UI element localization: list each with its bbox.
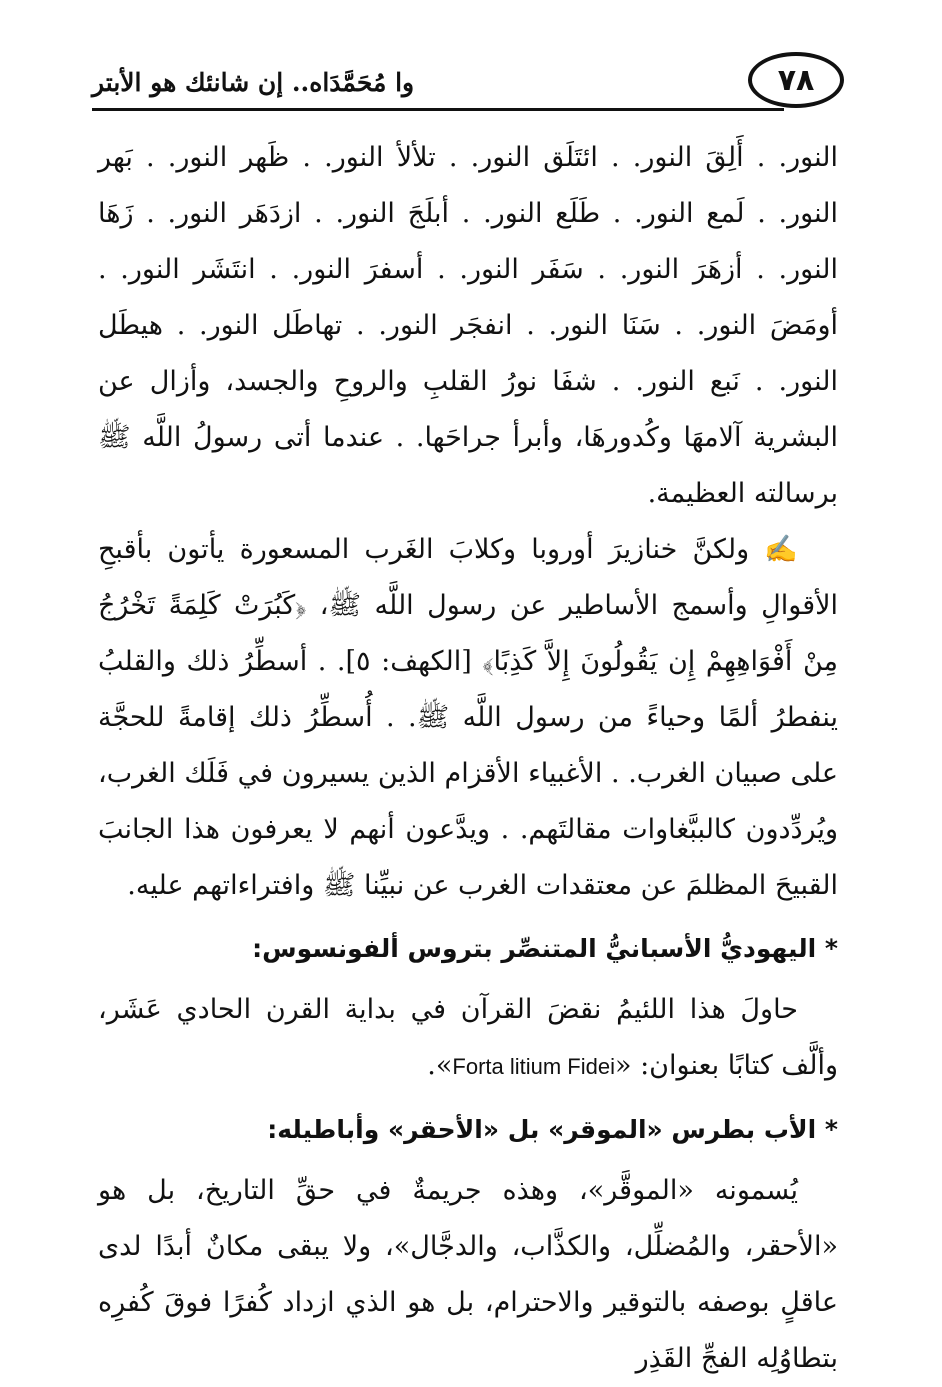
page-header: [92, 52, 844, 114]
running-title: وا مُحَمَّدَاه.. إن شانئك هو الأبتر: [92, 68, 415, 97]
paragraph-petrus-alfonsi-end: ».: [427, 1050, 453, 1081]
paragraph-petrus-alfonsi-text: حاولَ هذا اللئيمُ نقضَ القرآن في بداية القرن الحادي عَشَر، وألَّف كتابًا بعنوان: «: [98, 994, 838, 1081]
section-heading-peter-venerable: * الأب بطرس «الموقر» بل «الأحقر» وأباطيله:: [267, 1115, 838, 1144]
header-rule: [92, 108, 784, 111]
page-number: [748, 52, 844, 108]
paragraph-peter-venerable: يُسمونه «الموقَّر»، وهذه جريمةٌ في حقِّ التاريخ، بل هو «الأحقر، والمُضلِّل، والكذَّاب، والدجَّال»، ولا يبقى مكانٌ أبدًا لدى عاقلٍ بوصفه بالتوقير والاحترام، بل هو الذي ازداد كُفرًا فوقَ كُفرِه بتطاوُلِه الفجِّ القَذِر: [98, 1175, 838, 1374]
page-number-text: ٧٨: [777, 62, 815, 98]
paragraph-light-of-prophet: النور. . أَلِقَ النور. . ائتَلَق النور. . تلألأ النور. . ظَهر النور. . بَهر النور. . لَمع النور. . طَلَع النور. . أبلَجَ النور. . ازدَهَر النور. . زَهَا النور. . أزهَرَ النور. . سَفَر النور. . أسفرَ النور. . انتَشَر النور. . أومَضَ النور. . سَنَا النور. . انفجَر النور. . تهاطَل النور. . هيطَل النور. . نَبع النور. . شفَا نورُ القلبِ والروحِ والجسد، وأزال عن البشرية آلامهَا وكُدورهَا، وأبرأ جراحَها. . عندما أتى رسولُ اللَّه ﷺ برسالته العظيمة.: [98, 142, 838, 509]
section-heading-petrus-alfonsi: * اليهوديُّ الأسبانيُّ المتنصِّر بتروس ألفونسوس:: [252, 934, 838, 963]
body-text: [98, 130, 838, 1387]
paragraph-western-slander: ✍ ولكنَّ خنازيرَ أوروبا وكلابَ الغَرب المسعورة يأتون بأقبحِ الأقوالِ وأسمج الأساطير عن رسول اللَّه ﷺ، ﴿كَبُرَتْ كَلِمَةً تَخْرُجُ مِنْ أَفْوَاهِهِمْ إِن يَقُولُونَ إِلاَّ كَذِبًا﴾ [الكهف: ٥]. . أسطِّرُ ذلك والقلبُ ينفطرُ ألمًا وحياءً من رسول اللَّه ﷺ. . أُسطِّرُ ذلك إقامةً للحجَّة على صبيان الغرب. . الأغبياء الأقزام الذين يسيرون في فَلَك الغرب، ويُردِّدون كالببَّغاوات مقالتَهم. . ويدَّعون أنهم لا يعرفون هذا الجانبَ القبيحَ المظلمَ عن معتقدات الغرب عن نبيِّنا ﷺ وافتراءاتهم عليه.: [98, 534, 838, 901]
paragraph-petrus-alfonsi: [98, 982, 838, 1095]
latin-book-title: Forta litium Fidei: [452, 1054, 615, 1079]
